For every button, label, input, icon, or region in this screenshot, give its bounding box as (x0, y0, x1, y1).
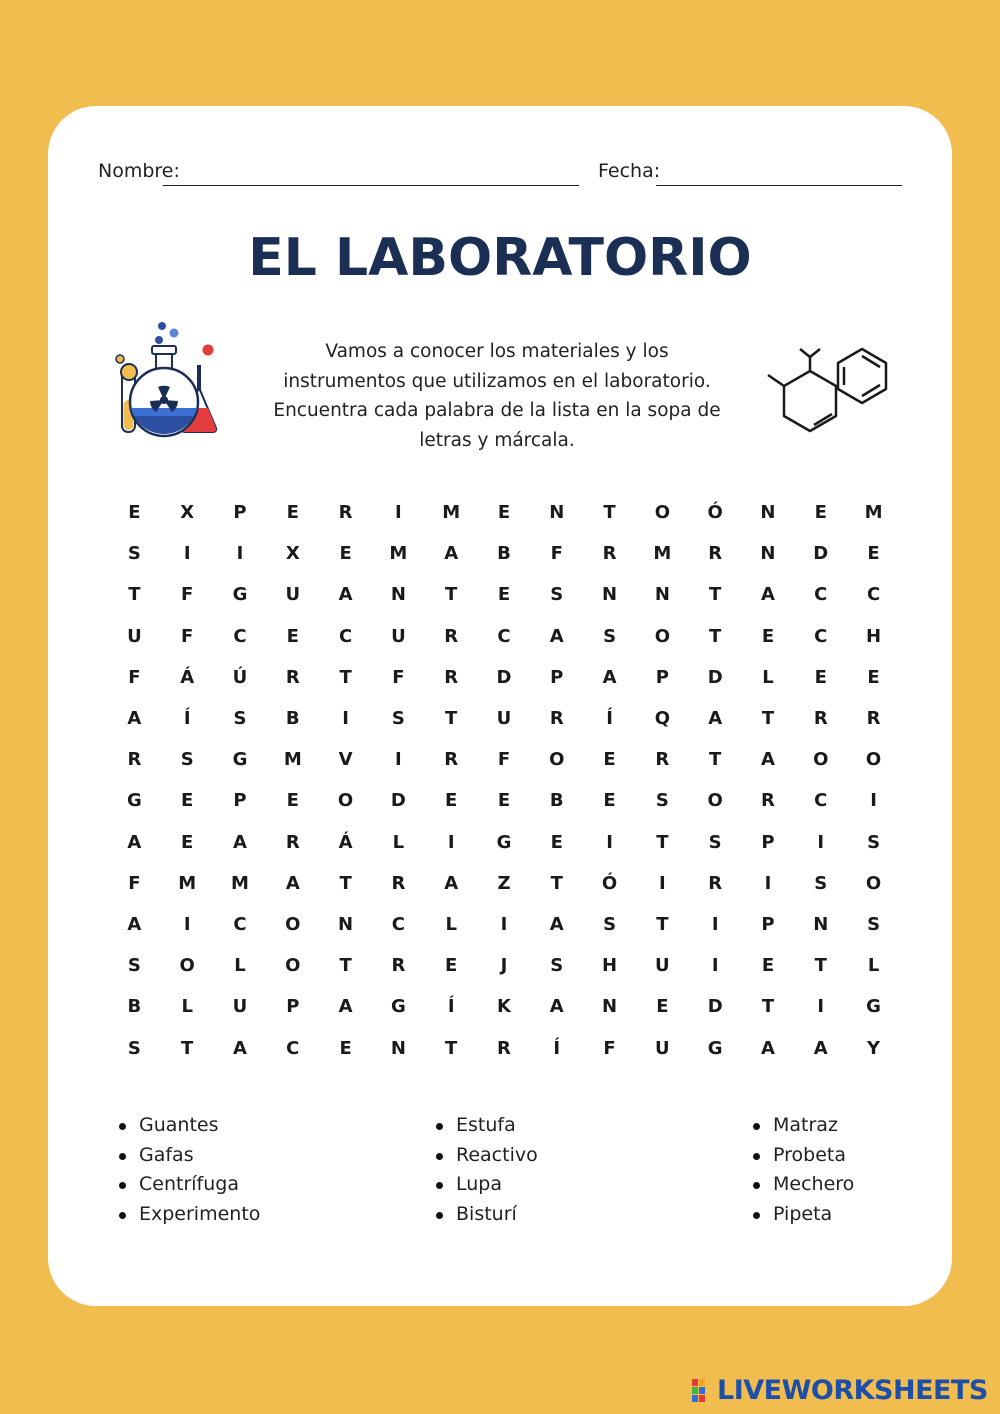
grid-letter[interactable]: T (709, 625, 722, 647)
grid-letter[interactable]: R (391, 955, 406, 977)
grid-letter[interactable]: A (127, 913, 142, 935)
grid-letter[interactable]: C (814, 790, 828, 812)
grid-letter[interactable]: E (497, 584, 511, 606)
grid-letter[interactable]: C (814, 625, 828, 647)
grid-letter[interactable]: C (866, 584, 881, 606)
grid-letter[interactable]: R (708, 543, 723, 565)
grid-letter[interactable]: M (389, 543, 408, 565)
word-list-item: Lupa (432, 1170, 538, 1200)
grid-letter[interactable]: A (127, 831, 142, 853)
grid-letter[interactable]: R (866, 708, 881, 730)
grid-letter[interactable]: L (445, 913, 457, 935)
grid-letter[interactable]: C (286, 1037, 300, 1059)
grid-letter[interactable]: I (870, 790, 877, 812)
grid-letter[interactable]: P (655, 666, 669, 688)
grid-letter[interactable]: T (656, 831, 669, 853)
grid-letter[interactable]: R (285, 666, 300, 688)
grid-letter[interactable]: O (549, 749, 565, 771)
word-list-column-3 (749, 1111, 854, 1229)
grid-letter[interactable]: S (603, 625, 617, 647)
grid-letter[interactable]: R (708, 872, 723, 894)
grid-letter[interactable]: H (602, 955, 618, 977)
grid-letter[interactable]: N (602, 584, 618, 606)
grid-letter[interactable]: S (867, 831, 881, 853)
grid-letter[interactable]: B (549, 790, 564, 812)
word-list-item: Experimento (115, 1200, 260, 1230)
grid-letter[interactable]: I (500, 913, 508, 935)
grid-letter[interactable]: A (233, 1037, 247, 1059)
grid-letter[interactable]: D (390, 790, 406, 812)
grid-letter[interactable]: I (395, 502, 402, 524)
grid-letter[interactable]: S (233, 708, 247, 730)
grid-letter[interactable]: S (867, 913, 881, 935)
grid-letter[interactable]: V (338, 749, 353, 771)
date-label: Fecha: (598, 160, 661, 182)
grid-letter[interactable]: P (761, 913, 775, 935)
grid-letter[interactable]: F (181, 584, 194, 606)
grid-letter[interactable]: A (285, 872, 300, 894)
grid-letter[interactable]: U (496, 708, 512, 730)
grid-letter[interactable]: A (549, 996, 564, 1018)
grid-letter[interactable]: Y (867, 1037, 881, 1059)
grid-letter[interactable]: D (707, 666, 723, 688)
grid-letter[interactable]: N (760, 543, 776, 565)
name-label: Nombre: (98, 160, 180, 182)
grid-letter[interactable]: E (181, 790, 194, 812)
molecule-icon (762, 343, 896, 443)
grid-letter[interactable]: T (550, 872, 563, 894)
grid-letter[interactable]: D (496, 666, 512, 688)
grid-letter[interactable]: A (338, 996, 353, 1018)
grid-letter[interactable]: B (285, 708, 300, 730)
grid-letter[interactable]: O (865, 872, 882, 894)
grid-letter[interactable]: N (760, 502, 776, 524)
grid-letter[interactable]: H (866, 625, 882, 647)
grid-letter[interactable]: U (655, 1037, 670, 1059)
grid-letter[interactable]: E (603, 790, 616, 812)
grid-letter[interactable]: I (183, 543, 191, 565)
grid-letter[interactable]: X (285, 543, 300, 565)
grid-letter[interactable]: A (444, 872, 459, 894)
liveworksheets-logo-icon (692, 1377, 714, 1403)
grid-letter[interactable]: G (496, 831, 512, 853)
grid-letter[interactable]: T (339, 872, 352, 894)
lab-flasks-icon (112, 316, 232, 440)
grid-letter[interactable]: R (338, 502, 353, 524)
grid-letter[interactable]: N (549, 502, 565, 524)
grid-letter[interactable]: L (234, 955, 246, 977)
grid-letter[interactable]: A (760, 749, 775, 771)
grid-letter[interactable]: L (392, 831, 405, 853)
grid-letter[interactable]: E (761, 955, 775, 977)
grid-letter[interactable]: R (127, 749, 142, 771)
grid-letter[interactable]: P (761, 831, 775, 853)
grid-letter[interactable]: O (707, 790, 723, 812)
grid-letter[interactable]: I (342, 708, 349, 730)
grid-letter[interactable]: M (442, 502, 461, 524)
grid-letter[interactable]: E (286, 790, 299, 812)
word-list-item: Estufa (432, 1111, 538, 1141)
grid-letter[interactable]: R (655, 749, 670, 771)
grid-letter[interactable]: F (181, 625, 194, 647)
grid-letter[interactable]: T (339, 955, 352, 977)
grid-letter[interactable]: R (444, 749, 459, 771)
grid-letter[interactable]: T (709, 584, 722, 606)
grid-letter[interactable]: E (339, 543, 352, 565)
grid-letter[interactable]: U (232, 996, 248, 1018)
grid-letter[interactable]: Q (654, 708, 671, 730)
grid-letter[interactable]: S (708, 831, 722, 853)
grid-letter[interactable]: Í (553, 1037, 561, 1059)
grid-letter[interactable]: L (867, 955, 880, 977)
grid-letter[interactable]: T (181, 1037, 194, 1059)
word-list-column-2 (432, 1111, 538, 1229)
grid-letter[interactable]: M (231, 872, 249, 894)
grid-letter[interactable]: Ó (601, 872, 618, 894)
grid-letter[interactable]: Í (447, 996, 455, 1018)
grid-letter[interactable]: E (656, 996, 669, 1018)
grid-letter[interactable]: I (711, 955, 719, 977)
grid-letter[interactable]: S (391, 708, 405, 730)
grid-letter[interactable]: O (654, 502, 671, 524)
grid-letter[interactable]: E (550, 831, 563, 853)
grid-letter[interactable]: S (550, 955, 564, 977)
grid-letter[interactable]: M (864, 502, 883, 524)
grid-letter[interactable]: C (814, 584, 828, 606)
grid-letter[interactable]: C (391, 913, 405, 935)
word-list-item: Pipeta (749, 1200, 854, 1230)
grid-letter[interactable]: E (445, 790, 458, 812)
grid-letter[interactable]: Á (338, 831, 353, 853)
intro-text: Vamos a conocer los materiales y los instrumentos que utilizamos en el laboratorio. Encuentra cada palabra de la lista en la sopa de letras y márcala. (273, 341, 721, 451)
grid-letter[interactable]: T (128, 584, 141, 606)
grid-letter[interactable]: G (232, 749, 248, 771)
word-list-item: Centrífuga (115, 1170, 260, 1200)
grid-letter[interactable]: N (654, 584, 670, 606)
grid-letter[interactable]: A (760, 1037, 775, 1059)
word-list-item: Probeta (749, 1141, 854, 1171)
grid-letter[interactable]: R (285, 831, 300, 853)
word-search-grid[interactable] (108, 492, 900, 1069)
grid-letter[interactable]: E (761, 625, 775, 647)
grid-letter[interactable]: F (392, 666, 405, 688)
name-field-line[interactable] (163, 185, 579, 186)
grid-letter[interactable]: P (550, 666, 564, 688)
grid-letter[interactable]: U (127, 625, 142, 647)
grid-letter[interactable]: M (283, 749, 302, 771)
grid-letter[interactable]: F (128, 666, 141, 688)
grid-letter[interactable]: E (497, 502, 511, 524)
grid-letter[interactable]: R (444, 625, 459, 647)
grid-letter[interactable]: O (285, 955, 301, 977)
grid-letter[interactable]: O (654, 625, 671, 647)
grid-letter[interactable]: S (550, 584, 564, 606)
grid-letter[interactable]: E (603, 749, 616, 771)
grid-letter[interactable]: S (180, 749, 194, 771)
grid-letter[interactable]: Z (497, 872, 511, 894)
grid-letter[interactable]: R (549, 708, 564, 730)
grid-letter[interactable]: S (603, 913, 617, 935)
grid-letter[interactable]: G (232, 584, 248, 606)
grid-letter[interactable]: A (338, 584, 353, 606)
grid-letter[interactable]: D (707, 996, 723, 1018)
grid-letter[interactable]: A (760, 584, 775, 606)
word-list-column-1 (115, 1111, 260, 1229)
grid-letter[interactable]: R (391, 872, 406, 894)
grid-letter[interactable]: T (709, 749, 722, 771)
grid-letter[interactable]: P (286, 996, 300, 1018)
grid-letter[interactable]: O (337, 790, 354, 812)
grid-letter[interactable]: I (395, 749, 402, 771)
grid-letter[interactable]: A (813, 1037, 828, 1059)
grid-letter[interactable]: I (659, 872, 666, 894)
grid-letter[interactable]: E (814, 666, 827, 688)
grid-letter[interactable]: A (602, 666, 617, 688)
grid-letter[interactable]: T (339, 666, 352, 688)
word-list-item: Reactivo (432, 1141, 538, 1171)
grid-letter[interactable]: I (236, 543, 244, 565)
grid-letter[interactable]: E (128, 502, 141, 524)
grid-letter[interactable]: X (180, 502, 195, 524)
grid-letter[interactable]: F (128, 872, 141, 894)
word-list-item: Mechero (749, 1170, 854, 1200)
brand-name: LIVEWORKSHEETS (717, 1374, 988, 1406)
grid-letter[interactable]: I (447, 831, 455, 853)
grid-letter[interactable]: E (497, 790, 511, 812)
grid-letter[interactable]: M (653, 543, 672, 565)
grid-letter[interactable]: S (814, 872, 828, 894)
grid-letter[interactable]: I (764, 872, 772, 894)
grid-letter[interactable]: R (602, 543, 617, 565)
grid-letter[interactable]: N (813, 913, 829, 935)
grid-letter[interactable]: A (233, 831, 247, 853)
grid-letter[interactable]: S (127, 1037, 141, 1059)
grid-letter[interactable]: I (711, 913, 719, 935)
grid-letter[interactable]: M (178, 872, 197, 894)
grid-letter[interactable]: O (285, 913, 301, 935)
brand-logo (692, 1370, 988, 1410)
grid-letter[interactable]: Í (606, 708, 613, 730)
grid-letter[interactable]: C (233, 913, 247, 935)
grid-letter[interactable]: J (500, 955, 508, 977)
grid-letter[interactable]: U (285, 584, 301, 606)
grid-letter[interactable]: Í (183, 708, 191, 730)
grid-letter[interactable]: O (813, 749, 829, 771)
grid-letter[interactable]: N (390, 1037, 406, 1059)
date-field-line[interactable] (656, 185, 902, 186)
grid-letter[interactable]: L (181, 996, 193, 1018)
word-list-item: Bisturí (432, 1200, 538, 1230)
grid-letter[interactable]: C (233, 625, 247, 647)
grid-letter[interactable]: T (445, 584, 458, 606)
grid-letter[interactable]: E (286, 502, 299, 524)
grid-letter[interactable]: R (444, 666, 459, 688)
grid-letter[interactable]: G (390, 996, 406, 1018)
word-list-item: Matraz (749, 1111, 854, 1141)
grid-letter[interactable]: E (867, 543, 880, 565)
grid-letter[interactable]: S (127, 543, 141, 565)
grid-letter[interactable]: A (549, 913, 564, 935)
grid-letter[interactable]: T (656, 913, 669, 935)
grid-letter[interactable]: F (603, 1037, 616, 1059)
grid-letter[interactable]: R (497, 1037, 511, 1059)
grid-letter[interactable]: T (603, 502, 616, 524)
grid-letter[interactable]: N (602, 996, 618, 1018)
grid-letter[interactable]: Á (180, 666, 195, 688)
grid-letter[interactable]: I (606, 831, 613, 853)
grid-letter[interactable]: F (550, 543, 563, 565)
word-list-item: Gafas (115, 1141, 260, 1171)
grid-letter[interactable]: G (866, 996, 881, 1018)
grid-letter[interactable]: A (444, 543, 459, 565)
grid-letter[interactable]: G (707, 1037, 723, 1059)
grid-letter[interactable]: T (761, 996, 775, 1018)
page-title: EL LABORATORIO (248, 228, 752, 288)
word-list-item: Guantes (115, 1111, 260, 1141)
grid-letter[interactable]: E (867, 666, 880, 688)
grid-letter[interactable]: N (338, 913, 354, 935)
grid-letter[interactable]: A (708, 708, 723, 730)
grid-letter[interactable]: U (391, 625, 406, 647)
grid-letter[interactable]: O (865, 749, 882, 771)
grid-letter[interactable]: P (233, 790, 247, 812)
grid-letter[interactable]: S (127, 955, 141, 977)
grid-letter[interactable]: C (338, 625, 353, 647)
grid-letter[interactable]: K (497, 996, 511, 1018)
grid-letter[interactable]: E (181, 831, 194, 853)
grid-letter[interactable]: Ó (707, 502, 723, 524)
grid-letter[interactable]: R (813, 708, 828, 730)
grid-letter[interactable]: S (655, 790, 669, 812)
grid-letter[interactable]: I (817, 996, 825, 1018)
grid-letter[interactable]: T (445, 708, 458, 730)
grid-letter[interactable]: E (339, 1037, 352, 1059)
grid-letter[interactable]: T (445, 1037, 458, 1059)
grid-letter[interactable]: A (127, 708, 142, 730)
grid-letter[interactable]: T (814, 955, 827, 977)
grid-letter[interactable]: E (286, 625, 299, 647)
grid-letter[interactable]: R (761, 790, 775, 812)
grid-letter[interactable]: E (814, 502, 827, 524)
grid-letter[interactable]: G (127, 790, 142, 812)
grid-letter[interactable]: I (817, 831, 825, 853)
grid-letter[interactable]: I (183, 913, 191, 935)
grid-letter[interactable]: U (655, 955, 670, 977)
grid-letter[interactable]: B (127, 996, 142, 1018)
grid-letter[interactable]: O (179, 955, 195, 977)
grid-letter[interactable]: E (445, 955, 458, 977)
grid-letter[interactable]: D (813, 543, 829, 565)
grid-letter[interactable]: P (233, 502, 247, 524)
grid-letter[interactable]: C (497, 625, 511, 647)
grid-letter[interactable]: F (497, 749, 511, 771)
grid-letter[interactable]: B (497, 543, 511, 565)
grid-letter[interactable]: Ú (232, 666, 248, 688)
grid-letter[interactable]: N (390, 584, 406, 606)
grid-letter[interactable]: L (762, 666, 774, 688)
grid-letter[interactable]: T (761, 708, 775, 730)
grid-letter[interactable]: A (549, 625, 564, 647)
